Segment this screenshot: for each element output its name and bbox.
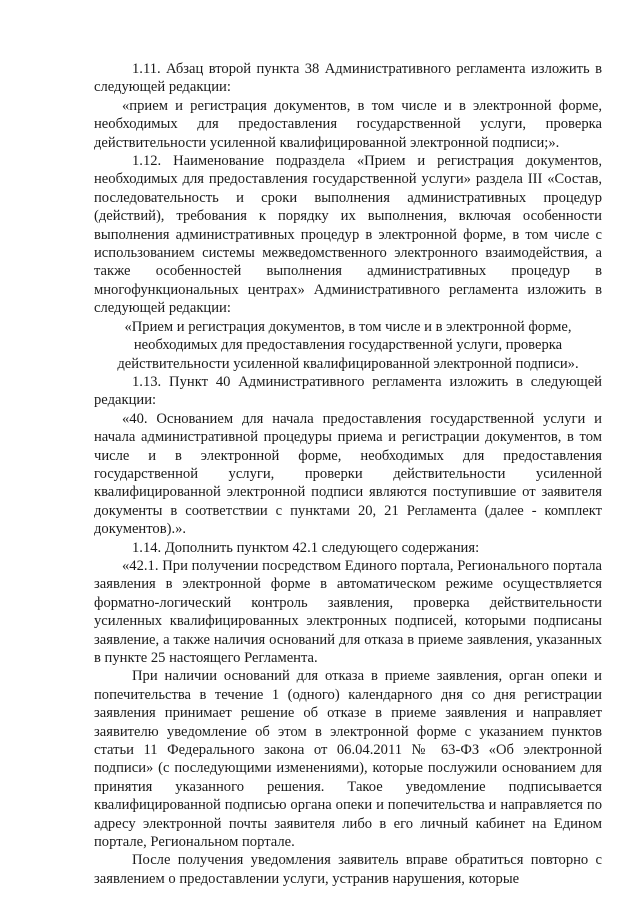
paragraph-1-11: 1.11. Абзац второй пункта 38 Административного регламента изложить в следующей редакции: <box>94 61 602 96</box>
paragraph-1-12: 1.12. Наименование подраздела «Прием и регистрация документов, необходимых для предоставления государственной услуги» раздела III «Состав, последовательность и сроки выполнения административных процедур (действий), требования к порядку их выполнения, включая особенности выполнения административных процедур в электронной форме, в том числе с использованием системы межведомственного электронного взаимодействия, а также особенностей выполнения административных процедур в многофункциональных центрах» Административного регламента изложить в следующей редакции: <box>94 153 602 317</box>
paragraph-1-13: 1.13. Пункт 40 Административного регламента изложить в следующей редакции: <box>94 373 602 409</box>
paragraph-1-14: 1.14. Дополнить пунктом 42.1 следующего содержания: <box>132 539 480 556</box>
paragraph-42-1: «42.1. При получении посредством Единого портала, Регионального портала заявления в электронной форме в автоматическом режиме осуществляется форматно-логический контроль заявления, проверка действительности усиленных квалифицированных электронных подписей, которыми подписаны заявление, а также наличия оснований для отказа в приеме заявления, указанных в пункте 25 настоящего Регламента. <box>94 557 602 666</box>
paragraph-1-12-quote: «Прием и регистрация документов, в том числе и в электронной форме, необходимых для предоставления государственной услуги, проверка действительности усиленной квалифицированной электронной подписи». <box>117 318 579 372</box>
paragraph-after-notification: После получения уведомления заявитель вправе обратиться повторно с заявлением о предоставлении услуги, устранив нарушения, которые <box>94 852 602 887</box>
paragraph-1-13-quote: «40. Основанием для начала предоставления государственной услуги и начала административной процедуры приема и регистрации документов, в том числе и в электронной форме, необходимых для предоставления государственной услуги, проверки действительности усиленной квалифицированной электронной подписи являются поступившие от заявителя документы в соответствии с пунктами 20, 21 Регламента (далее - комплект документов).». <box>94 410 602 538</box>
paragraph-1-11-quote: «прием и регистрация документов, в том числе и в электронной форме, необходимых для предоставления государственной услуги, проверка действительности усиленной квалифицированной электронной подписи;». <box>94 97 602 151</box>
paragraph-refusal-grounds: При наличии оснований для отказа в приеме заявления, орган опеки и попечительства в течение 1 (одного) календарного дня со дня регистрации заявления принимает решение об отказе в приеме заявления и направляет заявителю уведомление об этом в электронной форме с указанием пунктов статьи 11 Федерального закона от 06.04.2011 № 63-ФЗ «Об электронной подписи» (с последующими изменениями), которые послужили основанием для принятия указанного решения. Такое уведомление подписывается квалифицированной подписью органа опеки и попечительства и направляется по адресу электронной почты заявителя либо в его личный кабинет на Едином портале, Региональном портале. <box>94 668 602 851</box>
document-body <box>94 60 602 888</box>
